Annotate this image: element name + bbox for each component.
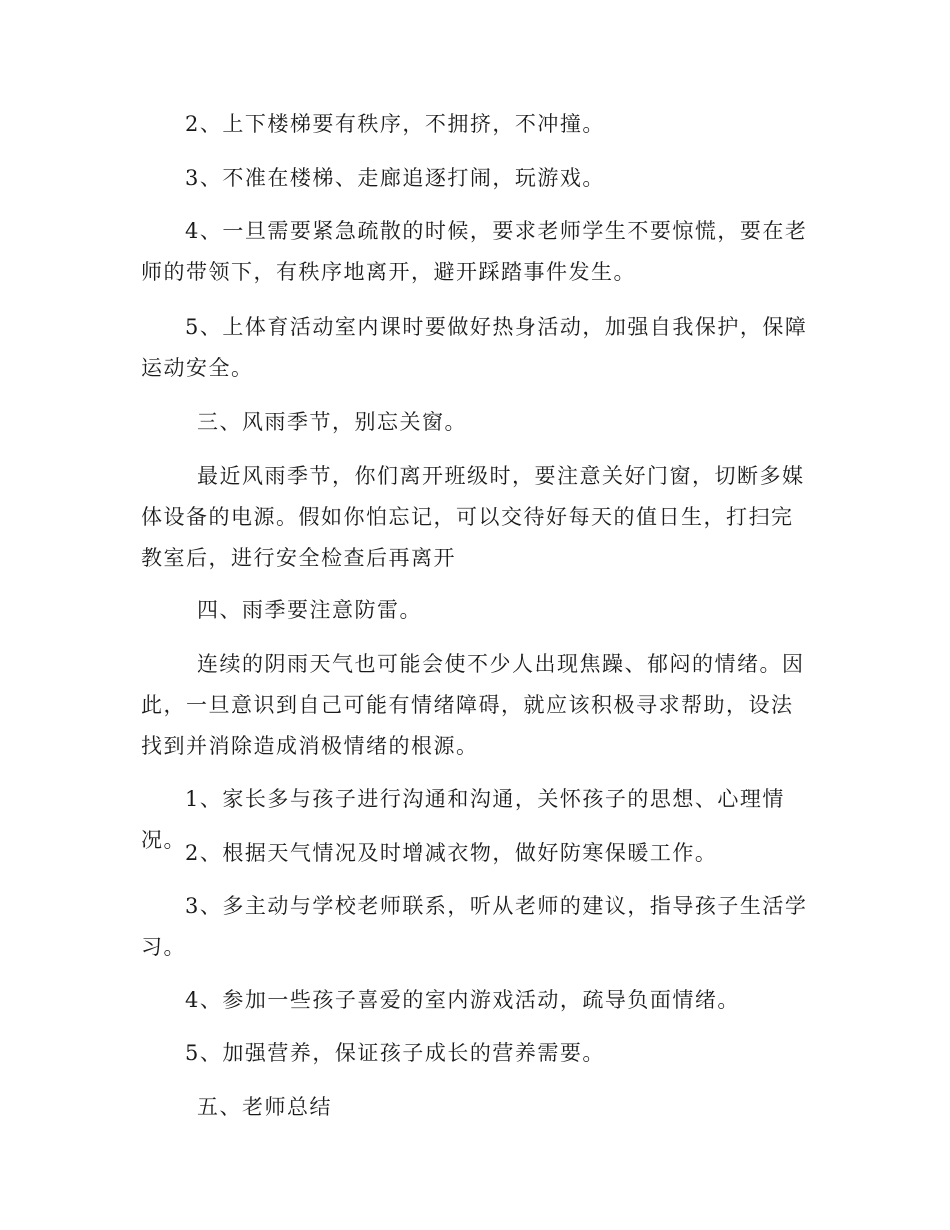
list-item-clothing: 2、根据天气情况及时增减衣物，做好防寒保暖工作。 <box>185 841 718 865</box>
list-item-stairs-order: 2、上下楼梯要有秩序，不拥挤，不冲撞。 <box>185 112 605 136</box>
list-item-no-chasing: 3、不准在楼梯、走廊追逐打闹，玩游戏。 <box>185 166 605 190</box>
body-paragraph-emotions: 连续的阴雨天气也可能会使不少人出现焦躁、郁闷的情绪。因此，一旦意识到自己可能有情绪障碍，就应该积极寻求帮助，设法找到并消除造成消极情绪的根源。 <box>141 652 805 758</box>
body-paragraph-windows: 最近风雨季节，你们离开班级时，要注意关好门窗，切断多媒体设备的电源。假如你怕忘记，可以交待好每天的值日生，打扫完教室后，进行安全检查后再离开 <box>141 464 805 570</box>
section-heading-close-windows: 三、风雨季节，别忘关窗。 <box>197 410 467 434</box>
list-item-communication: 1、家长多与孩子进行沟通和沟通，关怀孩子的思想、心理情况。 <box>141 787 785 852</box>
list-item-evacuation: 4、一旦需要紧急疏散的时候，要求老师学生不要惊慌，要在老师的带领下，有秩序地离开，避开踩踏事件发生。 <box>141 219 808 284</box>
list-item-indoor-games: 4、参加一些孩子喜爱的室内游戏活动，疏导负面情绪。 <box>185 988 740 1012</box>
list-item-pe-safety: 5、上体育活动室内课时要做好热身活动，加强自我保护，保障运动安全。 <box>141 315 808 380</box>
section-heading-teacher-summary: 五、老师总结 <box>197 1095 332 1119</box>
section-heading-lightning: 四、雨季要注意防雷。 <box>197 598 422 622</box>
list-item-contact-teacher: 3、多主动与学校老师联系，听从老师的建议，指导孩子生活学习。 <box>141 894 808 959</box>
list-item-nutrition: 5、加强营养，保证孩子成长的营养需要。 <box>185 1041 605 1065</box>
